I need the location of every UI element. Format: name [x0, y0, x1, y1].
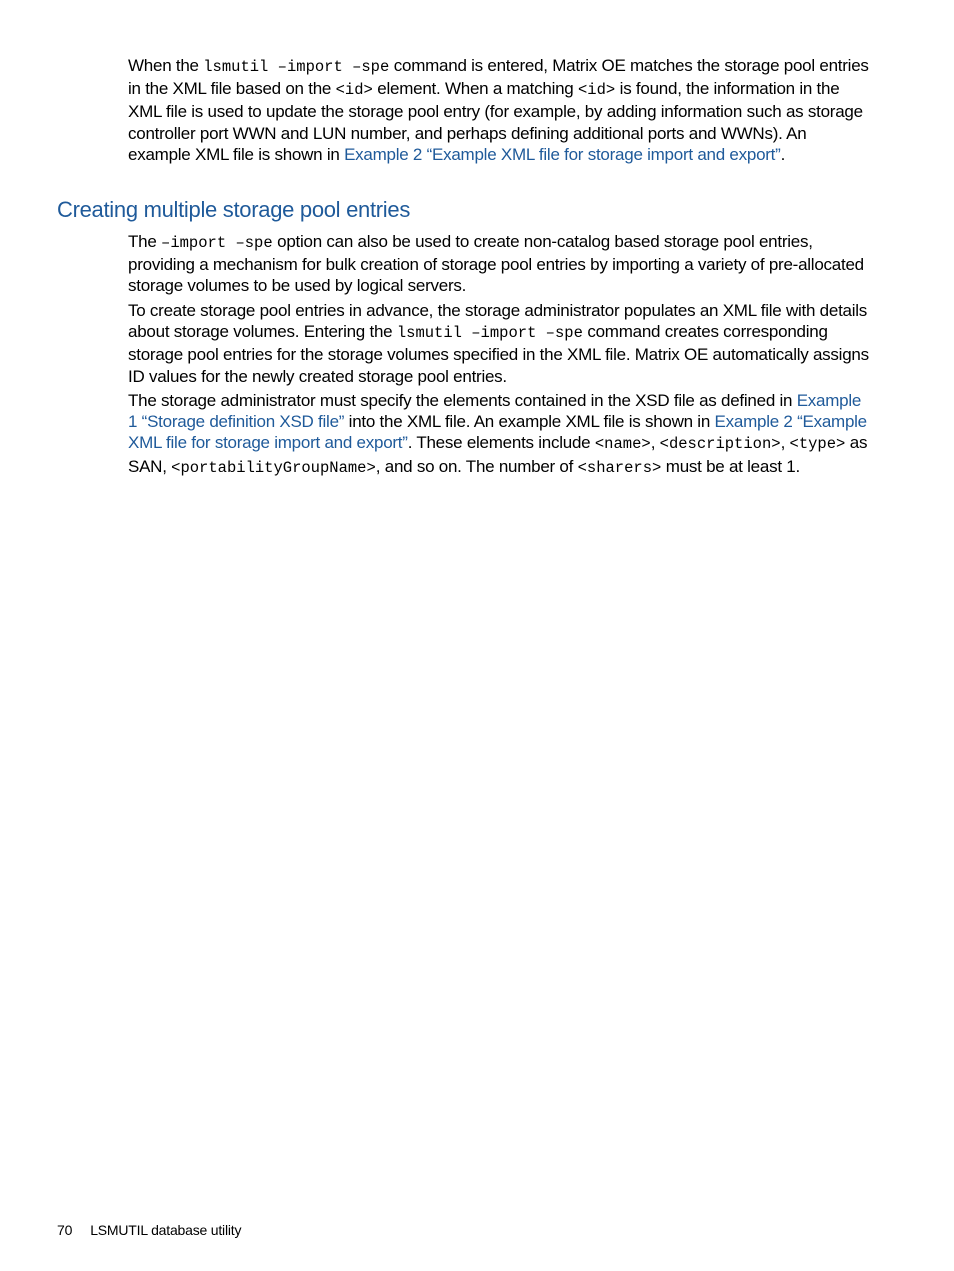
- inline-code: <portabilityGroupName>: [171, 458, 376, 477]
- inline-code: lsmutil –import –spe: [396, 324, 583, 343]
- paragraph-import-matching: When the lsmutil –import –spe command is entered, Matrix OE matches the storage pool entries in the XML file based on the <id> element. When a matching <id> is found, the information in the XML file is used to update the storage pool entry (for example, by adding information such as storage controller port WWN and LUN number, and perhaps defining additional ports and WWNs). An example XML file is shown in Example 2 “Example XML file for storage import and export”.: [128, 56, 869, 164]
- page-number: 70: [57, 1222, 73, 1238]
- inline-code: <name>: [594, 435, 651, 454]
- inline-code: <description>: [659, 435, 781, 454]
- paragraph-xsd-elements: The storage administrator must specify the elements contained in the XSD file as defined in Example 1 “Storage definition XSD file” into the XML file. An example XML file is shown in Example 2 “Example XML file for storage import and export”. These elements include <name>, <description>, <type> as SAN, <portabilityGroupName>, and so on. The number of <sharers> must be at least 1.: [128, 391, 868, 477]
- inline-code: lsmutil –import –spe: [203, 58, 390, 76]
- section-heading: Creating multiple storage pool entries: [57, 197, 411, 222]
- example-1-link[interactable]: Example 1 “Storage definition XSD file”: [128, 391, 862, 432]
- inline-code: <id>: [335, 81, 373, 100]
- example-2-link[interactable]: Example 2 “Example XML file for storage import and export”: [128, 412, 867, 453]
- example-2-link[interactable]: Example 2 “Example XML file for storage import and export”: [344, 144, 781, 164]
- inline-code: <type>: [789, 435, 846, 454]
- footer-section-title: LSMUTIL database utility: [90, 1222, 242, 1238]
- page-footer: [57, 1222, 241, 1238]
- inline-code: –import –spe: [161, 234, 273, 252]
- inline-code: <id>: [577, 81, 616, 100]
- paragraph-import-option: The –import –spe option can also be used to create non-catalog based storage pool entries, providing a mechanism for bulk creation of storage pool entries by importing a variety of pre-allocated storage volumes to be used by logical servers.: [128, 232, 864, 296]
- inline-code: <sharers>: [577, 458, 662, 477]
- paragraph-create-in-advance: To create storage pool entries in advance, the storage administrator populates an XML file with details about storage volumes. Entering the lsmutil –import –spe command creates corresponding storage pool entries for the storage volumes specified in the XML file. Matrix OE automatically assigns ID values for the newly created storage pool entries.: [128, 301, 869, 386]
